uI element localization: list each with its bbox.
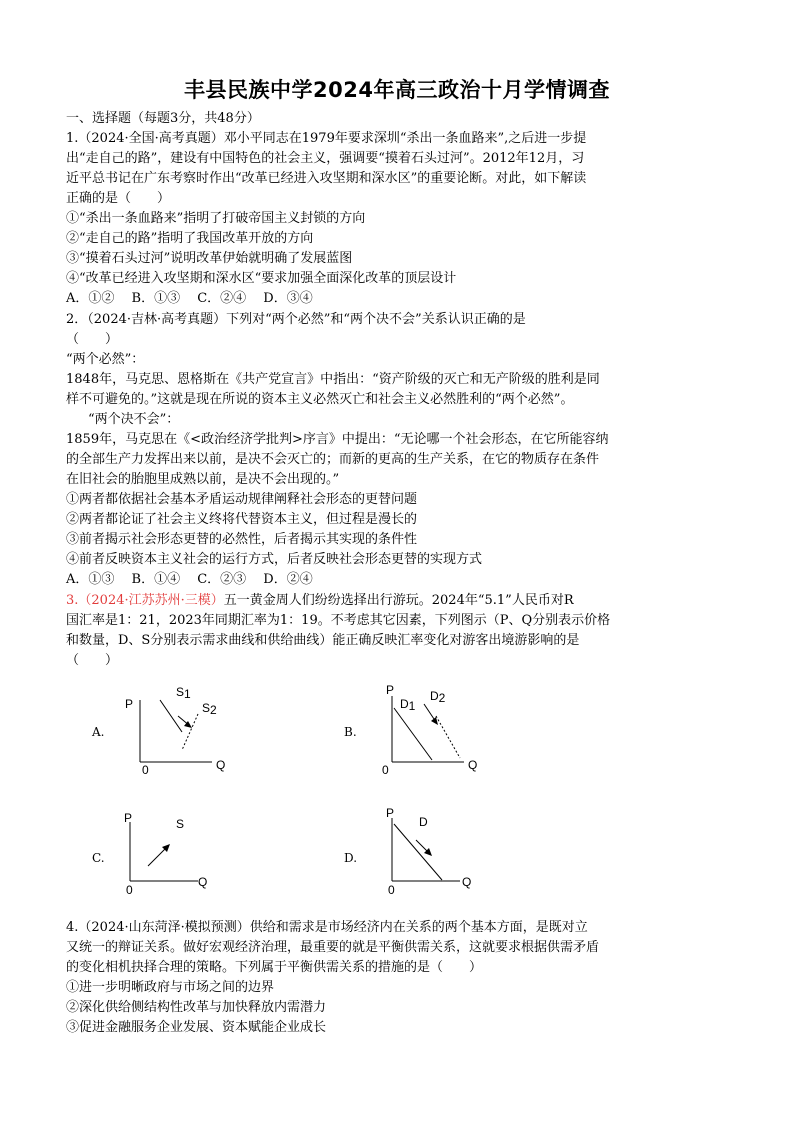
q3-graph-b: [372, 680, 492, 775]
axis-label-p: P: [124, 811, 133, 825]
demand-curve-d: [394, 824, 442, 880]
q2-item-1: ①两者都依据社会基本矛盾运动规律阐释社会形态的更替问题: [66, 492, 418, 507]
q3-option-c-label: C.: [92, 851, 105, 865]
q4-item-1: ①进一步明晰政府与市场之间的边界: [66, 980, 275, 995]
q3-line-1: [66, 591, 730, 611]
demand-curve-d2: [436, 716, 460, 758]
q3-option-a-label: A.: [92, 725, 105, 739]
q1-line-2: 出“走自己的路”，建设有中国特色的社会主义，强调要“摸着石头过河”。2012年12月，习: [66, 151, 585, 166]
q1-item-4: ④“改革已经进入攻坚期和深水区“要求加强全面深化改革的顶层设计: [66, 271, 457, 286]
q2-text2-line-2: 的全部生产力发挥出来以前，是决不会灭亡的；而新的更高的生产关系，在它的物质存在条件: [66, 452, 600, 467]
q3-graph-d: [372, 806, 492, 901]
label-d: D: [419, 815, 428, 829]
label-s2: S2: [202, 701, 217, 717]
origin-label: 0: [382, 763, 389, 777]
q4-line-2: 又统一的辩证关系。做好宏观经济治理，最重要的就是平衡供需关系，这就要求根据供需矛盾: [66, 940, 600, 955]
q3-number: 3.: [66, 593, 79, 608]
q3-line-2: 国汇率是1：21，2023年同期汇率为1：19。不考虑其它因素，下列图示（P、Q分别表示价格: [66, 613, 611, 628]
demand-curve-d1: [394, 708, 432, 760]
label-d2: D2: [430, 689, 446, 705]
q2-line-2: （ ）: [66, 332, 119, 347]
supply-curve-s2: [182, 714, 198, 750]
origin-label: 0: [388, 883, 395, 897]
shift-arrow: [148, 848, 166, 866]
q1-item-1: ①“杀出一条血路来”指明了打破帝国主义封锁的方向: [66, 211, 366, 226]
q3-line-3: 和数量，D、S分别表示需求曲线和供给曲线）能正确反映汇率变化对游客出境游影响的是: [66, 633, 580, 648]
q2-text2-line-3: 在旧社会的胎胞里成熟以前，是决不会出现的。”: [66, 472, 340, 487]
q1-item-3: ③“摸着石头过河”说明改革伊始就明确了发展蓝图: [66, 251, 353, 266]
q1-line-3: 近平总书记在广东考察时作出“改革已经进入攻坚期和深水区”的重要论断。对此，如下解读: [66, 171, 587, 186]
q4-line-3: 的变化相机抉择合理的策略。下列属于平衡供需关系的措施的是（ ）: [66, 960, 483, 975]
q2-text2-line-1: 1859年，马克思在《<政治经济学批判>序言》中提出：“无论哪一个社会形态，在它所能容纳: [66, 432, 609, 447]
section-heading: 一、选择题（每题3分，共48分）: [66, 111, 260, 126]
q3-line-1-rest: 五一黄金周人们纷纷选择出行游玩。2024年“5.1”人民币对R: [223, 593, 574, 608]
label-s1: S1: [176, 685, 191, 701]
q3-line-4: （ ）: [66, 653, 119, 668]
shift-arrow: [416, 840, 428, 852]
shift-arrow-head: [431, 717, 438, 725]
q4-item-2: ②深化供给侧结构性改革与加快释放内需潜力: [66, 1000, 327, 1015]
axis-label-q: Q: [468, 758, 478, 772]
q2-item-4: ④前者反映资本主义社会的运行方式，后者反映社会形态更替的实现方式: [66, 552, 483, 567]
axis-label-p: P: [386, 806, 395, 820]
axis-label-p: P: [125, 697, 134, 711]
axis-label-q: Q: [216, 758, 226, 772]
q3-graph-c: [110, 806, 230, 901]
q2-item-3: ③前者揭示社会形态更替的必然性，后者揭示其实现的条件性: [66, 532, 418, 547]
origin-label: 0: [126, 883, 133, 897]
q4-item-3: ③促进金融服务企业发展、资本赋能企业成长: [66, 1020, 327, 1035]
label-d1: D1: [400, 697, 416, 713]
q1-options: A．①② B．①③ C．②④ D．③④: [66, 291, 313, 306]
axis-label-p: P: [386, 683, 395, 697]
q2-text1-line-2: 样不可避免的。”这就是现在所说的资本主义必然灭亡和社会主义必然胜利的“两个必然”。: [66, 392, 574, 407]
q2-heading-1: “两个必然”：: [66, 352, 145, 367]
axis-label-q: Q: [462, 875, 472, 889]
label-s: S: [176, 817, 185, 831]
q3-graph-a: [120, 680, 240, 775]
q3-option-d-label: D.: [344, 851, 358, 865]
q2-heading-2: “两个决不会”：: [88, 412, 180, 427]
page-title: 丰县民族中学2024年高三政治十月学情调查: [184, 78, 610, 102]
q2-options: A．①③ B．①④ C．②③ D．②④: [66, 572, 313, 587]
q4-line-1: 4.（2024·山东菏泽·模拟预测）供给和需求是市场经济内在关系的两个基本方面，是既对立: [66, 920, 588, 935]
q1-item-2: ②“走自己的路”指明了我国改革开放的方向: [66, 231, 314, 246]
q3-option-b-label: B.: [344, 725, 357, 739]
q2-line-1: 2．（2024·吉林·高考真题）下列对“两个必然”和“两个决不会”关系认识正确的是: [66, 312, 526, 327]
q2-item-2: ②两者都论证了社会主义终将代替资本主义，但过程是漫长的: [66, 512, 418, 527]
origin-label: 0: [142, 763, 149, 777]
q2-text1-line-1: 1848年，马克思、恩格斯在《共产党宣言》中指出：“资产阶级的灭亡和无产阶级的胜利是同: [66, 372, 600, 387]
q3-source: （2024·江苏苏州·三模）: [78, 593, 224, 608]
q1-line-1: 1.（2024·全国·高考真题）邓小平同志在1979年要求深圳“杀出一条血路来”,之后进一步提: [66, 131, 587, 146]
axis-label-q: Q: [198, 875, 208, 889]
q1-line-4: 正确的是（ ）: [66, 191, 171, 206]
